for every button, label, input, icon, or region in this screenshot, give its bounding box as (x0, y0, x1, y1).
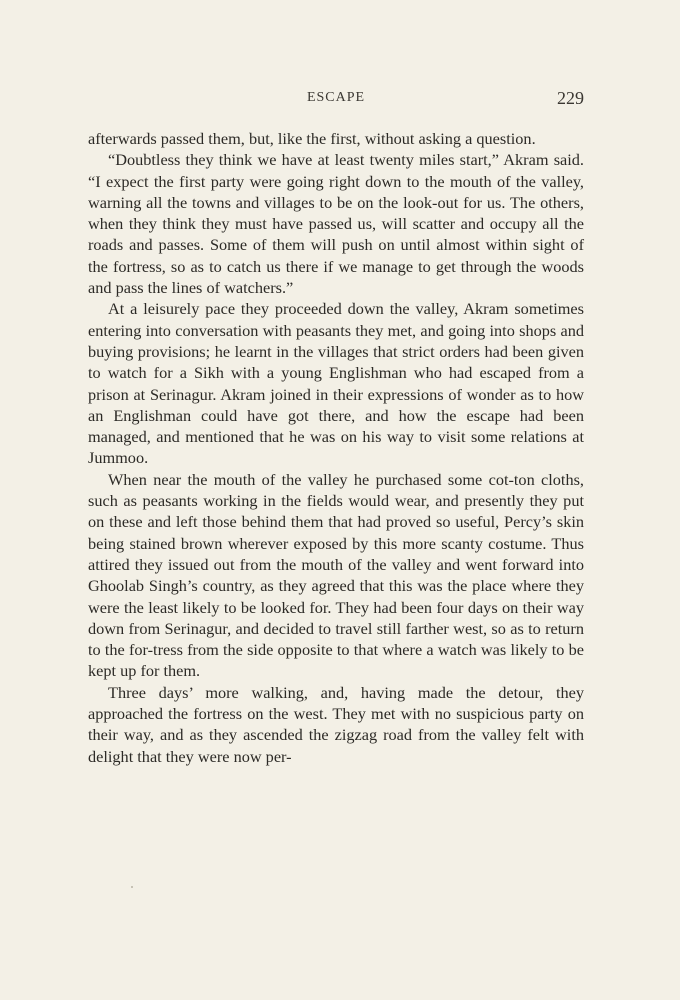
page-header (88, 90, 584, 112)
running-head: ESCAPE (306, 90, 366, 105)
page-number: 229 (557, 88, 584, 108)
body-text (88, 128, 584, 767)
paragraph-dialogue: “Doubtless they think we have at least twenty miles start,” Akram said. “I expect the first party were going right down to the mouth of the valley, warning all the towns and villages to be on the look-out for us. The others, when they think they must have passed us, will scatter and occupy all the roads and passes. Some of them will push on until almost within sight of the fortress, so as to catch us there if we manage to get through the woods and pass the lines of watchers.” (88, 150, 584, 298)
paragraph-continuation: afterwards passed them, but, like the first, without asking a question. (88, 129, 536, 148)
paragraph-approach: Three days’ more walking, and, having made the detour, they approached the fortress on the west. They met with no suspicious party on their way, and as they ascended the zigzag road from the valley felt with delight that they were now per- (88, 682, 584, 766)
paragraph-disguise: When near the mouth of the valley he purchased some cot-ton cloths, such as peasants working in the fields would wear, and presently they put on these and left those behind them that had proved so useful, Percy’s skin being stained brown wherever exposed by this more scanty costume. Thus attired they issued out from the mouth of the valley and went forward into Ghoolab Singh’s country, as they agreed that this was the place where they were the least likely to be looked for. They had been four days on their way down from Serinagur, and decided to travel still farther west, so as to return to the for-tress from the side opposite to that where a watch was likely to be kept up for them. (88, 469, 584, 681)
page-speck (131, 886, 133, 888)
paragraph-valley: At a leisurely pace they proceeded down the valley, Akram sometimes entering into conversation with peasants they met, and going into shops and buying provisions; he learnt in the villages that strict orders had been given to watch for a Sikh with a young Englishman who had escaped from a prison at Serinagur. Akram joined in their expressions of wonder as to how an Englishman could have got there, and how the escape had been managed, and mentioned that he was on his way to visit some relations at Jummoo. (88, 299, 584, 468)
